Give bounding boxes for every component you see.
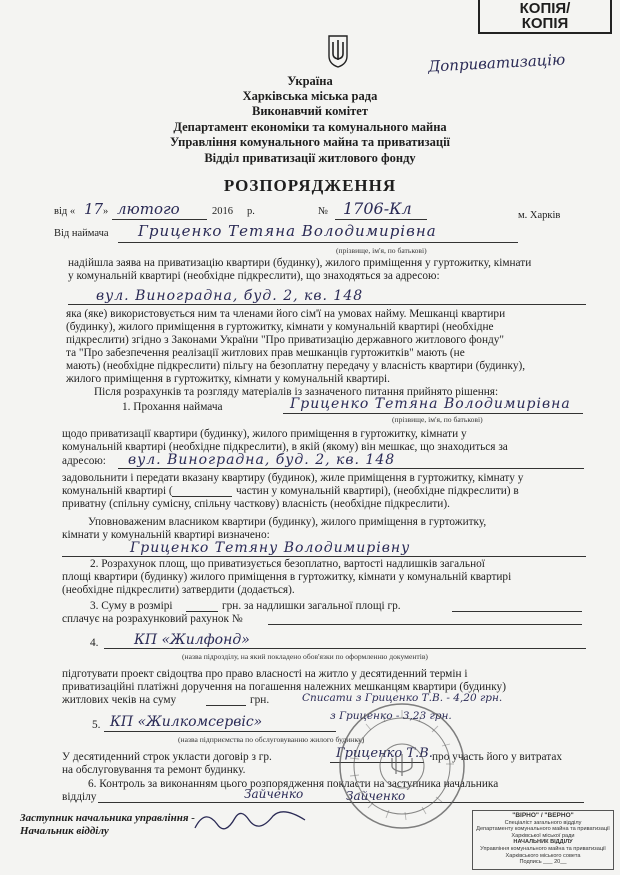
para3: Після розрахунків та розгляду матеріалів із зазначеного питання прийнято рішення: xyxy=(94,386,499,398)
certification-stamp xyxy=(472,810,614,870)
applicant-caption: (прізвище, ім'я, по батькові) xyxy=(336,246,427,255)
item2-line3: (необхідне підкреслити) затвердити (додається). xyxy=(62,584,295,596)
item5-lead: 5. xyxy=(92,719,101,731)
item2-line1: 2. Розрахунок площ, що приватизується безоплатно, вартості надлишків загальної xyxy=(90,558,485,570)
date-prefix: від « xyxy=(54,206,76,217)
cert-line3: Департаменту комунального майна та приватизації xyxy=(476,826,610,833)
city: м. Харків xyxy=(518,210,561,221)
amount-label: грн. xyxy=(250,694,270,706)
para4-line1: щодо приватизації квартири (будинку), жилого приміщення в гуртожитку, кімнати у xyxy=(62,428,467,440)
item5-caption: (назва підприємства по обслуговуванню жилого будинку) xyxy=(178,735,365,744)
item4-org: КП «Жилфонд» xyxy=(134,632,250,648)
signature-title2: Начальник відділу xyxy=(20,825,109,837)
item3-a: 3. Суму в розмірі xyxy=(90,600,173,612)
copy-stamp xyxy=(478,0,612,34)
para6-line2: кімнати у комунальній квартирі визначено: xyxy=(62,529,270,541)
para2-line4: та "Про забезпечення реалізації житлових прав мешканців гуртожитків" мають (не xyxy=(66,347,465,359)
owner-handwritten: Гриценко Тетяну Володимирівну xyxy=(130,540,411,556)
item2-line2: площі квартири (будинку) жилого приміщення в гуртожитку, кімнати у комунальній квартирі xyxy=(62,571,512,583)
para1-line2: у комунальній квартирі (необхідне підкреслити), що знаходяться за адресою: xyxy=(68,270,440,282)
para2-line3: підкреслити) згідно з Законами України "Про приватизацію державного житлового фонду" xyxy=(66,334,505,346)
header-council: Харківська міська рада xyxy=(242,89,378,103)
controller-handwritten2: Зайченко xyxy=(346,789,406,803)
document-title: РОЗПОРЯДЖЕННЯ xyxy=(223,176,397,195)
date-mid: » xyxy=(103,206,109,217)
amount-note2: з Гриценко - 3,23 грн. xyxy=(330,710,452,722)
round-seal-icon xyxy=(336,700,468,832)
amount-note1: Списати з Гриценко Т.В. - 4,20 грн. xyxy=(302,692,503,704)
cert-line7: Харківського міського совета xyxy=(505,852,581,859)
para2-line5: мають) (необхідне підкреслити) пільгу на безоплатну передачу у власність квартири (будинку), xyxy=(66,360,526,372)
header-department: Департамент економіки та комунального майна xyxy=(173,120,447,134)
para7-line2: приватизаційні платіжні доручення на погашення належних мешканцям квартири (будинку) xyxy=(62,681,506,693)
applicant-name: Гриценко Тетяна Володимирівна xyxy=(138,222,437,240)
item4-lead: 4. xyxy=(90,637,99,649)
date-day: 17 xyxy=(84,200,104,218)
para2-line2: (будинку), жилого приміщення в гуртожитку, кімнати у комунальній квартирі (необхідне xyxy=(66,321,494,333)
cert-line8: Подпись ___ 20__ xyxy=(519,859,567,866)
address2-handwritten: вул. Виноградна, буд. 2, кв. 148 xyxy=(128,452,396,468)
header-committee: Виконавчий комітет xyxy=(252,104,368,118)
item1-caption: (прізвище, ім'я, по батькові) xyxy=(392,415,483,424)
header-division: Відділ приватизації житлового фонду xyxy=(204,151,416,165)
para1-line1: надійшла заява на приватизацію квартири (будинку), жилого приміщення у гуртожитку, кімнати xyxy=(68,257,532,269)
signature-scribble-icon xyxy=(190,806,310,840)
cert-line6: Управління комунального майна та приватизації xyxy=(480,845,606,852)
para8-b: про участь його у витратах xyxy=(432,751,562,763)
cert-line5: НАЧАЛЬНИК ВІДДІЛУ xyxy=(513,839,573,846)
item6-line2: відділу xyxy=(62,791,97,803)
item1-lead: 1. Прохання наймача xyxy=(122,401,223,413)
para5-line2b: частин у комунальній квартирі), (необхідне підкреслити) в xyxy=(236,485,519,497)
para8-a: У десятиденний строк укласти договір з гр. xyxy=(62,751,272,763)
date-year: 2016 xyxy=(212,206,233,217)
cert-line1: "ВІРНО" / "ВЕРНО" xyxy=(512,812,574,819)
para2-line1: яка (яке) використовується ним та членами його сім'ї на умовах найму. Мешканці квартири xyxy=(66,308,506,320)
date-year-suffix: р. xyxy=(247,206,255,217)
controller-handwritten1: Зайченко xyxy=(244,787,304,801)
item3-c: сплачує на розрахунковий рахунок № xyxy=(62,613,243,625)
margin-note: Доприватизацію xyxy=(427,50,566,76)
para5-line2a: комунальній квартирі ( xyxy=(62,485,173,497)
item3-b: грн. за надлишки загальної площі гр. xyxy=(222,600,401,612)
copy-stamp-line1: КОПІЯ/ xyxy=(519,0,571,17)
para6-line1: Уповноваженим власником квартири (будинку), жилого приміщення в гуртожитку, xyxy=(88,516,487,528)
item4-caption: (назва підрозділу, на який покладено обов'язки по оформленню документів) xyxy=(182,652,428,661)
applicant-label: Від наймача xyxy=(54,228,109,239)
header-directorate: Управління комунального майна та приватизації xyxy=(169,135,451,149)
address-handwritten: вул. Виноградна, буд. 2, кв. 148 xyxy=(96,288,364,304)
order-number: 1706-Кл xyxy=(343,199,412,218)
item1-name: Гриценко Тетяна Володимирівна xyxy=(290,396,571,412)
cert-line2: Спеціаліст загального відділу xyxy=(504,819,582,826)
trident-emblem-icon xyxy=(327,34,349,68)
para7-line3: житлових чеків на суму xyxy=(62,694,177,706)
signature-title1: Заступник начальника управління - xyxy=(20,812,195,824)
header-country: Україна xyxy=(287,74,333,88)
para8-name: Гриценко Т.В. xyxy=(336,746,433,761)
address-label: адресою: xyxy=(62,455,106,467)
para5-line3: приватну (спільну сумісну, спільну часткову) власність (необхідне підкреслити). xyxy=(62,498,450,510)
item5-org: КП «Жилкомсервіс» xyxy=(110,714,263,730)
para8-c: на обслуговування та ремонт будинку. xyxy=(62,764,246,776)
copy-stamp-line2: КОПІЯ xyxy=(521,15,569,32)
item6-line1: 6. Контроль за виконанням цього розпорядження покласти на заступника начальника xyxy=(88,778,499,790)
cert-line4: Харківської міської ради xyxy=(511,832,575,839)
para4-line2: комунальній квартирі (необхідне підкреслити), в якій (якому) він мешкає, що знаходиться за xyxy=(62,441,508,453)
order-number-label: № xyxy=(318,206,329,217)
para2-line6: жилого приміщення в гуртожитку, кімнати у комунальній квартирі. xyxy=(66,373,390,385)
para7-line1: підготувати проект свідоцтва про право власності на житло у десятиденний термін і xyxy=(62,668,468,680)
para5-line1: задовольнити і передати вказану квартиру (будинок), жиле приміщення в гуртожитку, кімнату у xyxy=(62,472,524,484)
date-month: лютого xyxy=(117,200,180,218)
